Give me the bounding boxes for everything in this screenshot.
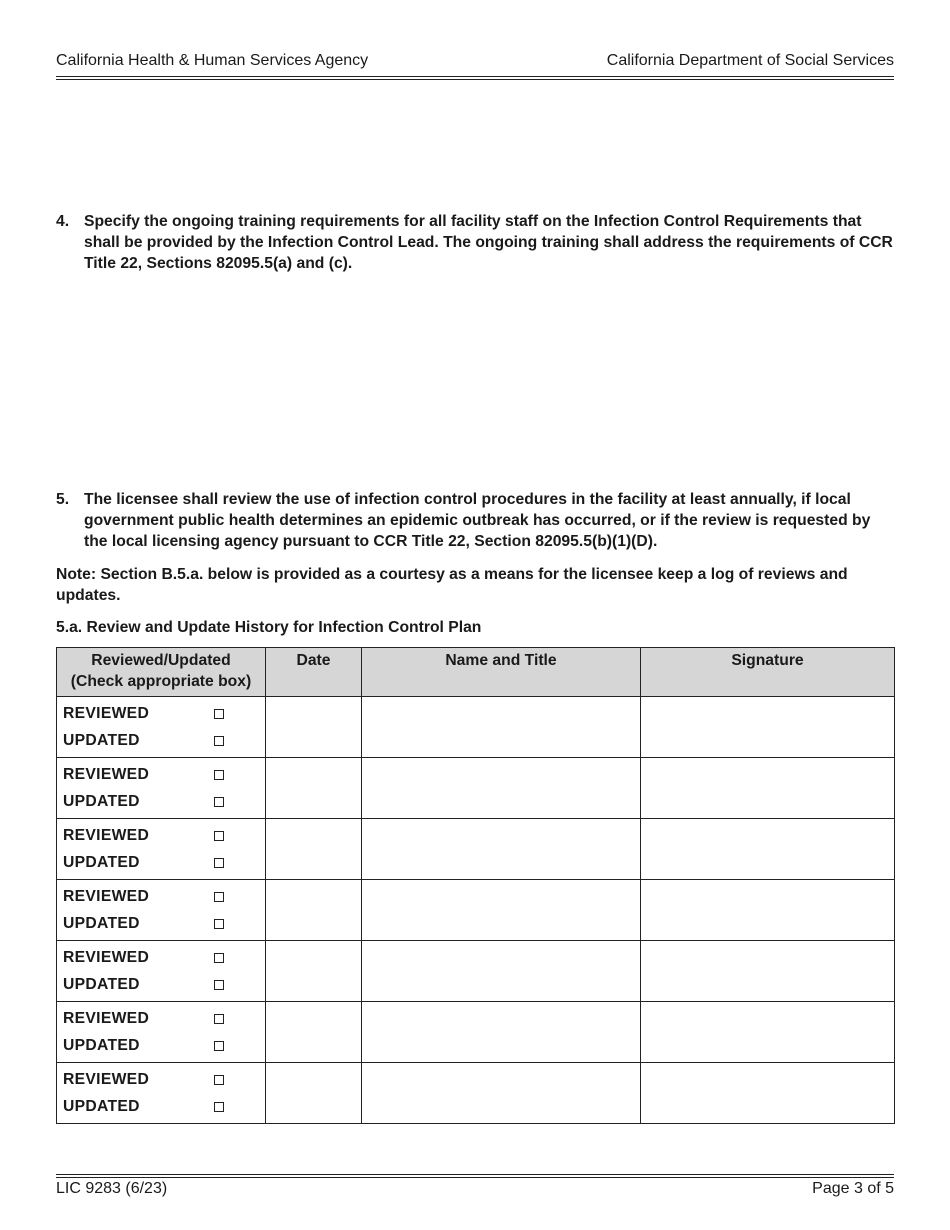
reviewed-line [63, 1066, 259, 1093]
table-row [57, 1063, 895, 1124]
updated-line [63, 971, 259, 998]
date-cell[interactable] [266, 1063, 362, 1124]
item-5-number: 5. [56, 491, 70, 508]
status-cell [57, 1063, 266, 1124]
reviewed-line [63, 944, 259, 971]
reviewed-checkbox[interactable] [214, 1014, 224, 1024]
header-reviewed-updated [57, 648, 266, 697]
reviewed-line [63, 883, 259, 910]
reviewed-label: REVIEWED [63, 948, 150, 966]
reviewed-line [63, 1005, 259, 1032]
name-title-cell[interactable] [362, 1002, 641, 1063]
header-reviewed-updated-line2: (Check appropriate box) [70, 673, 252, 690]
reviewed-checkbox[interactable] [214, 953, 224, 963]
table-row [57, 697, 895, 758]
item-4-text: Specify the ongoing training requirements for all facility staff on the Infection Control Requirements that shall be provided by the Infection Control Lead. The ongoing training shall address the requirements of CCR Title 22, Sections 82095.5(a) and (c). [84, 213, 893, 272]
header-name-title: Name and Title [362, 648, 641, 697]
signature-cell[interactable] [641, 1002, 895, 1063]
updated-label: UPDATED [63, 792, 140, 810]
table-row [57, 758, 895, 819]
reviewed-line [63, 822, 259, 849]
reviewed-line [63, 761, 259, 788]
status-cell [57, 880, 266, 941]
table-row [57, 819, 895, 880]
reviewed-label: REVIEWED [63, 1009, 150, 1027]
name-title-cell[interactable] [362, 880, 641, 941]
reviewed-label: REVIEWED [63, 1070, 150, 1088]
signature-cell[interactable] [641, 819, 895, 880]
updated-checkbox[interactable] [214, 1102, 224, 1112]
updated-line [63, 788, 259, 815]
header-rule [56, 76, 894, 80]
updated-checkbox[interactable] [214, 1041, 224, 1051]
reviewed-label: REVIEWED [63, 765, 150, 783]
department-name: California Department of Social Services [606, 52, 894, 69]
updated-label: UPDATED [63, 914, 140, 932]
signature-cell[interactable] [641, 880, 895, 941]
reviewed-label: REVIEWED [63, 826, 150, 844]
status-cell [57, 1002, 266, 1063]
page-footer [56, 1180, 894, 1198]
updated-label: UPDATED [63, 1036, 140, 1054]
updated-line [63, 910, 259, 937]
updated-checkbox[interactable] [214, 736, 224, 746]
footer-rule [56, 1174, 894, 1178]
name-title-cell[interactable] [362, 1063, 641, 1124]
updated-checkbox[interactable] [214, 858, 224, 868]
signature-cell[interactable] [641, 1063, 895, 1124]
form-id: LIC 9283 (6/23) [56, 1180, 168, 1197]
name-title-cell[interactable] [362, 758, 641, 819]
updated-line [63, 1093, 259, 1120]
table-row [57, 880, 895, 941]
status-cell [57, 758, 266, 819]
date-cell[interactable] [266, 941, 362, 1002]
updated-label: UPDATED [63, 853, 140, 871]
page-header [56, 52, 894, 70]
header-reviewed-updated-line1: Reviewed/Updated [91, 652, 231, 669]
name-title-cell[interactable] [362, 819, 641, 880]
page-number: Page 3 of 5 [812, 1180, 894, 1197]
reviewed-checkbox[interactable] [214, 1075, 224, 1085]
reviewed-checkbox[interactable] [214, 831, 224, 841]
item-5-text: The licensee shall review the use of infection control procedures in the facility at least annually, if local government public health determines an epidemic outbreak has occurred, or if the review is requested by the local licensing agency pursuant to CCR Title 22, Section 82095.5(b)(1)(D). [84, 491, 871, 550]
date-cell[interactable] [266, 819, 362, 880]
updated-line [63, 849, 259, 876]
status-cell [57, 697, 266, 758]
courtesy-note: Note: Section B.5.a. below is provided as a courtesy as a means for the licensee keep a log of reviews and updates. [56, 566, 848, 604]
reviewed-label: REVIEWED [63, 887, 150, 905]
updated-line [63, 727, 259, 754]
review-history-table [56, 647, 895, 1124]
status-cell [57, 941, 266, 1002]
reviewed-label: REVIEWED [63, 704, 150, 722]
header-signature: Signature [641, 648, 895, 697]
reviewed-line [63, 700, 259, 727]
date-cell[interactable] [266, 1002, 362, 1063]
agency-name: California Health & Human Services Agency [56, 52, 369, 69]
name-title-cell[interactable] [362, 697, 641, 758]
reviewed-checkbox[interactable] [214, 770, 224, 780]
reviewed-checkbox[interactable] [214, 709, 224, 719]
updated-label: UPDATED [63, 731, 140, 749]
signature-cell[interactable] [641, 758, 895, 819]
updated-checkbox[interactable] [214, 797, 224, 807]
table-row [57, 1002, 895, 1063]
item-5 [56, 489, 894, 552]
header-date: Date [266, 648, 362, 697]
name-title-cell[interactable] [362, 941, 641, 1002]
table-row [57, 941, 895, 1002]
updated-label: UPDATED [63, 1097, 140, 1115]
table-title: 5.a. Review and Update History for Infection Control Plan [56, 619, 482, 636]
date-cell[interactable] [266, 880, 362, 941]
updated-checkbox[interactable] [214, 919, 224, 929]
date-cell[interactable] [266, 697, 362, 758]
updated-label: UPDATED [63, 975, 140, 993]
table-header-row [57, 648, 895, 697]
status-cell [57, 819, 266, 880]
date-cell[interactable] [266, 758, 362, 819]
signature-cell[interactable] [641, 697, 895, 758]
signature-cell[interactable] [641, 941, 895, 1002]
item-4 [56, 211, 894, 274]
reviewed-checkbox[interactable] [214, 892, 224, 902]
updated-checkbox[interactable] [214, 980, 224, 990]
item-4-number: 4. [56, 213, 70, 230]
updated-line [63, 1032, 259, 1059]
